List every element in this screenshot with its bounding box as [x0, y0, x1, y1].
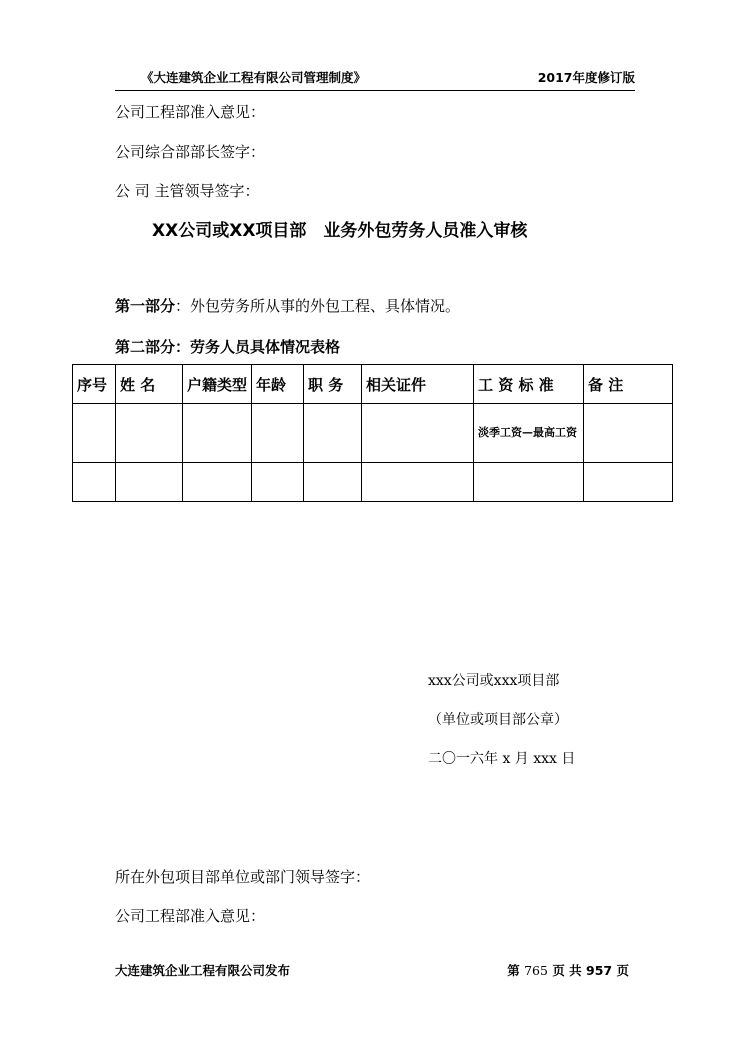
col-header-age: 年龄: [252, 365, 304, 404]
table-cell[interactable]: [116, 404, 183, 463]
page-current: 765: [524, 963, 548, 978]
table-cell[interactable]: [362, 404, 474, 463]
signature-seal: （单位或项目部公章）: [428, 712, 568, 728]
col-header-wage-standard: 工 资 标 准: [474, 365, 584, 404]
table-cell[interactable]: [116, 463, 183, 502]
table-row: [73, 404, 673, 463]
wage-note: 淡季工资—最高工资: [478, 426, 577, 439]
page-mid: 页 共: [552, 963, 582, 978]
table-cell[interactable]: [73, 404, 116, 463]
table-cell[interactable]: [584, 404, 673, 463]
table-cell[interactable]: [252, 404, 304, 463]
page-total: 957: [586, 963, 613, 978]
engineering-dept-opinion-line: 公司工程部准入意见：: [115, 103, 266, 121]
col-header-household-type: 户籍类型: [183, 365, 252, 404]
table-cell[interactable]: [362, 463, 474, 502]
signature-date: 二〇一六年 x 月 xxx 日: [428, 751, 576, 767]
part-two-label: 第二部分：劳务人员具体情况表格: [115, 338, 341, 356]
part-one-label: 第一部分: [115, 297, 176, 315]
page-number: [507, 961, 629, 979]
general-dept-head-signature-line: 公司综合部部长签字：: [115, 143, 266, 161]
personnel-table: [72, 364, 673, 502]
engineering-dept-opinion-line-2: 公司工程部准入意见：: [115, 907, 266, 925]
col-header-name: 姓 名: [116, 365, 183, 404]
table-header-row: [73, 365, 673, 404]
page-header: [115, 66, 635, 91]
project-leader-signature-line: 所在外包项目部单位或部门领导签字：: [115, 868, 371, 886]
table-cell[interactable]: [73, 463, 116, 502]
leader-signature-line: 公 司 主管领导签字：: [115, 182, 260, 200]
footer-publisher: 大连建筑企业工程有限公司发布: [115, 963, 291, 978]
table-cell[interactable]: [584, 463, 673, 502]
col-header-remarks: 备 注: [584, 365, 673, 404]
part-one: [115, 295, 460, 316]
table-cell[interactable]: [474, 463, 584, 502]
signature-org: xxx公司或xxx项目部: [428, 673, 560, 689]
page-footer: [115, 961, 635, 981]
header-version: 2017年度修订版: [537, 70, 635, 85]
part-one-text: ：外包劳务所从事的外包工程、具体情况。: [175, 297, 461, 315]
document-title: XX公司或XX项目部 业务外包劳务人员准入审核: [152, 221, 528, 241]
col-header-serial: 序号: [73, 365, 116, 404]
table-cell[interactable]: [183, 463, 252, 502]
table-cell[interactable]: [304, 463, 362, 502]
table-cell[interactable]: [252, 463, 304, 502]
wage-note-cell[interactable]: [474, 404, 584, 463]
header-title: 《大连建筑企业工程有限公司管理制度》: [141, 70, 367, 85]
page-suffix: 页: [616, 963, 629, 978]
col-header-position: 职 务: [304, 365, 362, 404]
table-cell[interactable]: [183, 404, 252, 463]
page-prefix: 第: [507, 963, 520, 978]
col-header-certificates: 相关证件: [362, 365, 474, 404]
table-row: [73, 463, 673, 502]
table-cell[interactable]: [304, 404, 362, 463]
